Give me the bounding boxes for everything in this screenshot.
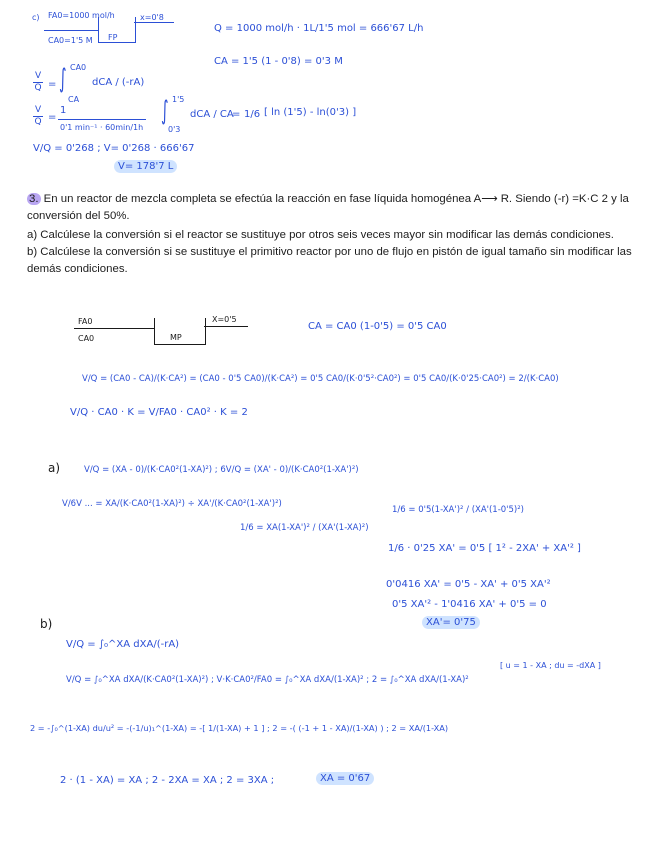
c-label: c) — [32, 13, 40, 22]
cao-label: CA0 — [78, 334, 95, 343]
problem-part-b: b) Calcúlese la conversión si se sustituye el primitivo reactor por uno de flujo en pistón de igual tamaño sin modificar las demás condiciones. — [27, 246, 632, 275]
equals-2: = — [48, 112, 57, 123]
int-lower-1: CA — [68, 95, 80, 104]
v-over-q-1: $\frac{V}{Q}$ — [34, 71, 42, 93]
dca-over-ra: dCA / (-rA) — [92, 77, 145, 88]
fao-label: FA0 — [78, 317, 93, 326]
problem-text: En un reactor de mezcla completa se efectúa la reacción en fase líquida homogénea A⟶ R. Siendo (-r) =K·C 2 y la conversión del 50%. — [27, 193, 629, 222]
q-calc: Q = 1000 mol/h · 1L/1'5 mol = 666'67 L/h — [214, 23, 424, 34]
mp-x-value: X=0'5 — [212, 315, 237, 324]
x-value: x=0'8 — [140, 13, 164, 22]
part-a-expand: 1/6 · 0'25 XA' = 0'5 [ 1² - 2XA' + XA'² ] — [388, 543, 581, 554]
problem-part-a: a) Calcúlese la conversión si el reactor se sustituye por otros seis veces mayor sin modificar las demás condiciones. — [27, 229, 614, 241]
part-b-l3: 2 = -∫₀^(1-XA) du/u² = -(-1/u)₁^(1-XA) = -[ 1/(1-XA) + 1 ] ; 2 = -( (-1 + 1 - XA)/(1-XA) ) ; 2 = XA/(1-XA) — [30, 723, 449, 733]
v-over-q-2: $\frac{V}{Q}$ — [34, 105, 42, 127]
inlet-line — [44, 30, 98, 31]
one-sixth: 1/6 — [244, 109, 261, 120]
part-b-l4: 2 · (1 - XA) = XA ; 2 - 2XA = XA ; 2 = 3XA ; — [60, 775, 275, 786]
fp-label: FP — [108, 33, 118, 42]
part-a-l1: 0'0416 XA' = 0'5 - XA' + 0'5 XA'² — [386, 579, 551, 590]
v-final: V= 178'7 L — [114, 162, 177, 172]
integral-sign-1: ∫ — [59, 64, 67, 94]
int-lower-2: 0'3 — [168, 125, 181, 134]
dca-ca: dCA / CA — [190, 109, 234, 120]
v-result: V/Q = 0'268 ; V= 0'268 · 666'67 — [33, 143, 195, 154]
problem-number: 3. — [29, 193, 39, 205]
part-a-one-sixth: 1/6 = XA(1-XA')² / (XA'(1-XA)²) — [240, 523, 369, 533]
part-a-result: XA'= 0'75 — [422, 618, 480, 628]
part-a-sub: 1/6 = 0'5(1-XA')² / (XA'(1-0'5)²) — [392, 505, 524, 515]
mp-inlet — [74, 328, 154, 329]
part-a-l2: 0'5 XA'² - 1'0416 XA' + 0'5 = 0 — [392, 599, 547, 610]
problem-statement — [27, 191, 632, 225]
eq-chain: V/Q = (CA0 - CA)/(K·CA²) = (CA0 - 0'5 CA0)/(K·CA²) = 0'5 CA0/(K·0'5²·CA0²) = 0'5 CA0/(K·0'25·CA0²) = 2/(K·CA0) — [82, 374, 559, 384]
int-upper-2: 1'5 — [172, 95, 185, 104]
cao-value: CA0=1'5 M — [48, 36, 93, 45]
part-b-l2: V/Q = ∫₀^XA dXA/(K·CA0²(1-XA)²) ; V·K·CA0²/FA0 = ∫₀^XA dXA/(1-XA)² ; 2 = ∫₀^XA dXA/(1-XA)² — [66, 675, 469, 685]
ln-expression: [ ln (1'5) - ln(0'3) ] — [264, 107, 357, 118]
part-a-ratio: V/6V ... = XA/(K·CA0²(1-XA)²) ÷ XA'/(K·CA0²(1-XA')²) — [62, 499, 282, 509]
mp-label: MP — [170, 333, 182, 342]
outlet-line — [134, 22, 174, 23]
fao-value: FA0=1000 mol/h — [48, 11, 115, 20]
part-b-subst: [ u = 1 - XA ; du = -dXA ] — [500, 661, 601, 670]
integral-sign-2: ∫ — [161, 96, 169, 126]
frac-k: 0'1 min⁻¹ · 60min/1h — [60, 123, 144, 132]
frac-one: 1 — [60, 105, 67, 116]
part-a-label: a) — [48, 461, 61, 475]
equals-1: = — [48, 79, 57, 90]
int-upper-1: CA0 — [70, 63, 87, 72]
part-b-result: XA = 0'67 — [316, 774, 374, 784]
part-a-eq1: V/Q = (XA - 0)/(K·CA0²(1-XA)²) ; 6V/Q = (XA' - 0)/(K·CA0²(1-XA')²) — [84, 465, 359, 475]
mp-outlet — [204, 326, 248, 327]
part-b-l1: V/Q = ∫₀^XA dXA/(-rA) — [66, 639, 180, 650]
ca-eq-mid: CA = CA0 (1-0'5) = 0'5 CA0 — [308, 321, 447, 332]
frac-bar — [58, 119, 146, 120]
part-b-label: b) — [40, 617, 53, 631]
equals-3: = — [232, 109, 241, 120]
vq-line: V/Q · CA0 · K = V/FA0 · CA0² · K = 2 — [70, 407, 248, 418]
ca-calc: CA = 1'5 (1 - 0'8) = 0'3 M — [214, 56, 343, 67]
